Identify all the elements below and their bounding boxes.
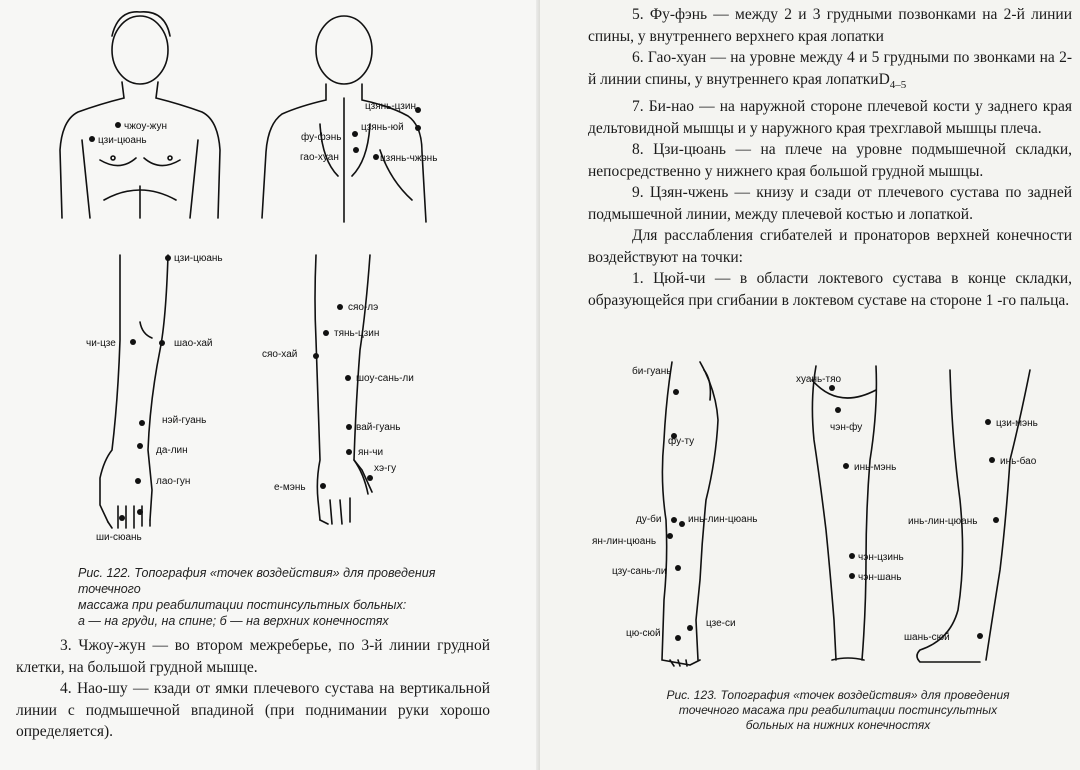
- figure-123-illustration: [540, 360, 1080, 690]
- right-page-body-text: [588, 4, 1072, 311]
- figure-123-caption-line-3: больных на нижних конечностях: [745, 718, 931, 732]
- fig122-label-yan-chi: ян-чи: [358, 447, 384, 458]
- fig122-label-czyan-czin: цзянь-цзин: [365, 101, 416, 112]
- figure-123-caption-line-2: точечного масажа при реабилитации постинсультных: [678, 703, 998, 717]
- fig123-label-du-bi: ду-би: [636, 514, 662, 525]
- fig123-label-leg3-in-lin-cyuan: инь-лин-цюань: [908, 516, 978, 527]
- fig122-label-gao-huan: гао-хуан: [300, 152, 339, 163]
- fig122-label-shou-san-li: шоу-сань-ли: [356, 373, 414, 384]
- fig122-label-shi-syuan: ши-сюань: [96, 532, 142, 543]
- figure-123-caption-line-1: Рис. 123. Топография «точек воздействия» для проведения: [666, 688, 1010, 702]
- paragraph-gao-huan: [588, 47, 1072, 96]
- vertebra-note: D: [878, 70, 890, 88]
- fig122-label-czi-cyuan: цзи-цюань: [98, 135, 147, 146]
- fig123-label-in-bao: инь-бао: [1000, 456, 1037, 467]
- fig122-label-chzhou-zhun: чжоу-жун: [124, 121, 168, 132]
- fig122-label-syao-hay: сяо-хай: [262, 349, 298, 360]
- fig122-label-syao-le: сяо-лэ: [348, 302, 379, 313]
- paragraph-cyuy-chi: 1. Цюй-чи — в области локтевого сустава в конце складки, образующейся при сгибании в локтевом суставе на стороне 1 -го пальца.: [588, 270, 1072, 309]
- fig122-label-arm-czi-cyuan: цзи-цюань: [174, 253, 223, 264]
- fig122-label-vay-guan: вай-гуань: [356, 422, 401, 433]
- fig122-label-czyan-chzhen: цзянь-чжэнь: [380, 153, 438, 164]
- paragraph-czyan-chzhen: 9. Цзян-чжень — книзу и сзади от плечевого сустава по задней подмышечной линии, между плечевой костью и лопаткой.: [588, 184, 1072, 223]
- fig123-label-yan-lin-cyuan: ян-лин-цюань: [592, 536, 657, 547]
- paragraph-relaxation-intro: Для расслабления сгибателей и пронаторов верхней конечности воздействуют на точки:: [588, 227, 1072, 266]
- fig123-label-huan-tyao: хуань-тяо: [796, 374, 842, 385]
- fig123-label-fu-tu: фу-ту: [668, 436, 695, 447]
- paragraph-nao-shu: 4. Нао-шу — кзади от ямки плечевого сустава на вертикальной линии с подмышечной впадиной (при поднимании руки хорошо определяется).: [16, 680, 490, 740]
- fig122-label-lao-gun: лао-гун: [156, 476, 191, 487]
- fig122-label-shao-hay: шао-хай: [174, 338, 213, 349]
- figure-123-caption: [628, 688, 1048, 733]
- fig123-label-czu-san-li: цзу-сань-ли: [612, 566, 667, 577]
- fig123-label-chen-fu: чэн-фу: [830, 422, 863, 433]
- right-page: [540, 0, 1080, 770]
- vertebra-note-subscript: 4–5: [889, 78, 907, 91]
- figure-122-illustration: [0, 0, 540, 560]
- paragraph-gao-huan-text: 6. Гао-хуан — на уровне между 4 и 5 грудными по звонками на 2-й линии спины, у внутреннего края лопатки: [588, 49, 1072, 88]
- figure-122-caption: [78, 565, 498, 629]
- paragraph-chzhou-zhun: 3. Чжоу-жун — во втором межреберье, по 3-й линии грудной клетки, на большой грудной мышце.: [16, 637, 490, 676]
- fig122-label-e-men: е-мэнь: [274, 482, 306, 493]
- fig123-label-shan-syuy: шань-сюй: [904, 632, 950, 643]
- fig122-label-he-gu: хэ-гу: [374, 463, 397, 474]
- fig122-label-ney-guan: нэй-гуань: [162, 415, 207, 426]
- fig123-label-in-men: инь-мэнь: [854, 462, 897, 473]
- paragraph-czi-cyuan: 8. Цзи-цюань — на плече на уровне подмышечной складки, непосредственно у нижнего края большой грудной мышцы.: [588, 141, 1072, 180]
- paragraph-fu-fen: 5. Фу-фэнь — между 2 и 3 грудными позвонками на 2-й линии спины, у внутреннего верхнего края лопатки: [588, 6, 1072, 45]
- fig123-label-cze-si: цзе-си: [706, 618, 736, 629]
- fig123-label-chen-shan: чэн-шань: [858, 572, 902, 583]
- figure-122-caption-line-3: а — на груди, на спине; б — на верхних конечностях: [78, 614, 389, 628]
- figure-122-caption-line-2: массажа при реабилитации постинсультных больных:: [78, 598, 407, 612]
- left-page-body-text: [16, 635, 490, 743]
- fig122-label-fu-fen: фу-фэнь: [301, 132, 342, 143]
- fig122-label-tyan-czin: тянь-цзин: [334, 328, 380, 339]
- fig122-label-da-lin: да-лин: [156, 445, 188, 456]
- figure-122-caption-line-1: Рис. 122. Топография «точек воздействия» для проведения точечного: [78, 566, 436, 596]
- fig122-label-czyan-yuy: цзянь-юй: [361, 122, 404, 133]
- fig123-label-bi-guan: би-гуань: [632, 366, 672, 377]
- fig123-label-in-lin-cyuan: инь-лин-цюань: [688, 514, 758, 525]
- fig123-label-cyu-syuy: цю-сюй: [626, 628, 661, 639]
- fig122-label-chi-cze: чи-цзе: [86, 338, 116, 349]
- fig123-label-chen-czin: чэн-цзинь: [858, 552, 904, 563]
- fig123-label-czi-men: цзи-мэнь: [996, 418, 1038, 429]
- paragraph-bi-nao: 7. Би-нао — на наружной стороне плечевой кости у заднего края дельтовидной мышцы и у наружного края трехглавой мышцы плеча.: [588, 98, 1072, 137]
